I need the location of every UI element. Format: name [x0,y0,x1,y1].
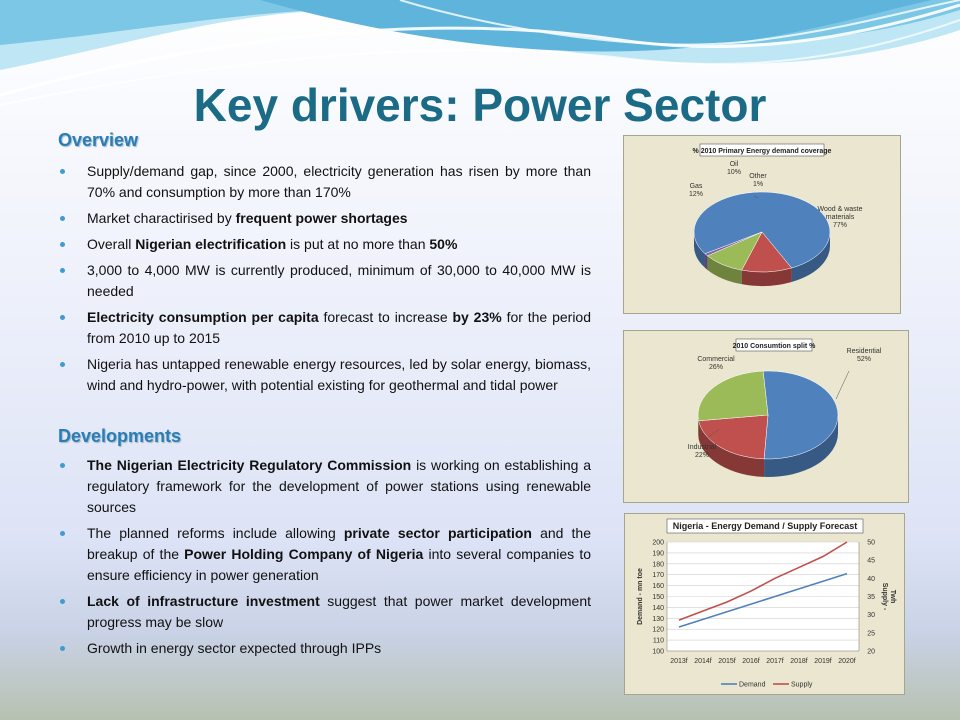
pie-slice-value-label: 1% [752,181,764,188]
bullet-text: forecast to increase [318,309,453,325]
pie-slice-side [705,254,707,270]
bullet-dot-icon [60,463,65,468]
overview-bullet-item [58,307,591,349]
legend-label: Demand [739,681,766,689]
bullet-dot-icon [60,242,65,247]
bullet-text: Growth in energy sector expected through IPPs [87,640,382,656]
bullet-text: for the period from 2010 up to 2015 [87,309,591,346]
x-tick-label: 2018f [790,658,808,665]
bullet-dot-icon [60,169,65,174]
y2-tick-label: 45 [867,557,875,565]
developments-bullet-item [58,523,591,586]
bullet-text: is working on establishing a regulatory framework for the development of power stations using renewable sources [87,457,591,515]
x-tick-label: 2016f [742,658,760,665]
bullet-bold-text: Lack of infrastructure investment [87,593,320,609]
bullet-text: and the breakup of the [87,525,591,562]
y-tick-label: 200 [652,539,664,547]
bullet-bold-text: frequent power shortages [235,210,408,226]
bullet-dot-icon [60,646,65,651]
consumption-split-pie-chart [623,330,909,503]
bullet-text: into several companies to ensure efficiency in power generation [87,546,591,583]
slide-title: Key drivers: Power Sector [193,79,767,131]
overview-bullet-list [58,161,591,401]
bullet-text: 3,000 to 4,000 MW is currently produced, minimum of 30,000 to 40,000 MW is needed [87,262,591,299]
pie-slice-label: Other [749,173,767,180]
pie-slice [698,371,768,421]
demand-supply-line-svg [625,514,904,694]
pie-slice-value-label: 12% [688,191,704,198]
consumption-split-pie-svg [624,331,908,502]
bullet-bold-text: by 23% [452,309,502,325]
y-tick-label: 110 [652,637,664,645]
bullet-text: Market charactirised by [87,210,236,226]
bullet-dot-icon [60,315,65,320]
overview-bullet-item [58,354,591,396]
overview-heading: Overview [58,130,139,150]
bullet-text: is put at no more than [286,236,430,252]
developments-bullet-item [58,591,591,633]
x-tick-label: 2014f [694,658,712,665]
pie-slice-value-label: 77% [832,222,848,229]
pie-slice-label: Gas [689,183,703,190]
pie1-title: % 2010 Primary Energy demand coverage [692,148,832,155]
pie-slice-value-label: 26% [708,364,724,371]
pie-slice-label: Oil [729,161,739,168]
y2-tick-label: 30 [867,612,875,620]
pie-slice-label: materials [825,214,855,221]
legend-label: Supply [791,681,813,689]
bullet-dot-icon [60,531,65,536]
bullet-bold-text: The Nigerian Electricity Regulatory Commission [87,457,412,473]
y2-tick-label: 20 [867,648,875,656]
bullet-bold-text: Electricity consumption per capita [87,309,319,325]
pie-slice-label: Wood & waste [817,206,863,213]
x-tick-label: 2013f [670,658,688,665]
x-tick-label: 2019f [814,658,832,665]
y-tick-label: 170 [652,572,664,580]
bullet-text: Supply/demand gap, since 2000, electricity generation has risen by more than 70% and consumption by more than 170% [87,163,591,200]
bullet-dot-icon [60,268,65,273]
y-tick-label: 180 [652,561,664,569]
bullet-dot-icon [60,599,65,604]
y2-axis-label: Supply - [881,582,888,611]
bullet-dot-icon [60,362,65,367]
line-chart-title: Nigeria - Energy Demand / Supply Forecast [672,521,858,531]
y-tick-label: 190 [652,550,664,558]
x-tick-label: 2015f [718,658,736,665]
pie-slice-label: Commercial [697,356,735,363]
pie-slice-label: Residential [846,348,882,355]
bullet-text: The planned reforms include allowing [87,525,344,541]
bullet-text: Nigeria has untapped renewable energy resources, led by solar energy, biomass, wind and hydro-power, with potential existing for geothermal and tidal power [87,356,591,393]
pie2-title: 2010 Consumtion split % [732,343,816,350]
bullet-text: Overall [87,236,136,252]
y-tick-label: 100 [652,648,664,656]
y-tick-label: 130 [652,615,664,623]
bullet-bold-text: Power Holding Company of Nigeria [184,546,424,562]
bullet-bold-text: 50% [429,236,458,252]
y2-axis-label: Twh [889,589,896,604]
developments-bullet-item [58,638,591,659]
bullet-text: suggest that power market development progress may be slow [87,593,591,630]
x-tick-label: 2017f [766,658,784,665]
pie-slice-value-label: 10% [726,169,742,176]
demand-supply-line-chart [624,513,905,695]
bullet-dot-icon [60,216,65,221]
developments-bullet-list [58,455,591,664]
y-tick-label: 120 [652,626,664,634]
y-tick-label: 140 [652,604,664,612]
y2-tick-label: 50 [867,539,875,547]
pie-leader-line [836,371,849,399]
primary-energy-pie-chart [623,135,901,314]
y-axis-label: Demand - mn toe [637,568,644,625]
y-tick-label: 160 [652,583,664,591]
primary-energy-pie-svg [624,136,900,313]
y2-tick-label: 25 [867,630,875,638]
pie-slice-value-label: 52% [856,356,872,363]
pie-slice-value-label: 22% [694,452,710,459]
x-tick-label: 2020f [838,658,856,665]
developments-bullet-item [58,455,591,518]
pie-slice-label: Industrial [687,444,717,451]
y2-tick-label: 35 [867,594,875,601]
y2-tick-label: 40 [867,575,875,583]
overview-bullet-item [58,234,591,255]
bullet-bold-text: Nigerian electrification [135,236,287,252]
bullet-bold-text: private sector participation [343,525,532,541]
developments-heading: Developments [58,426,182,446]
overview-bullet-item [58,208,591,229]
overview-bullet-item [58,260,591,302]
overview-bullet-item [58,161,591,203]
y-tick-label: 150 [652,594,664,601]
